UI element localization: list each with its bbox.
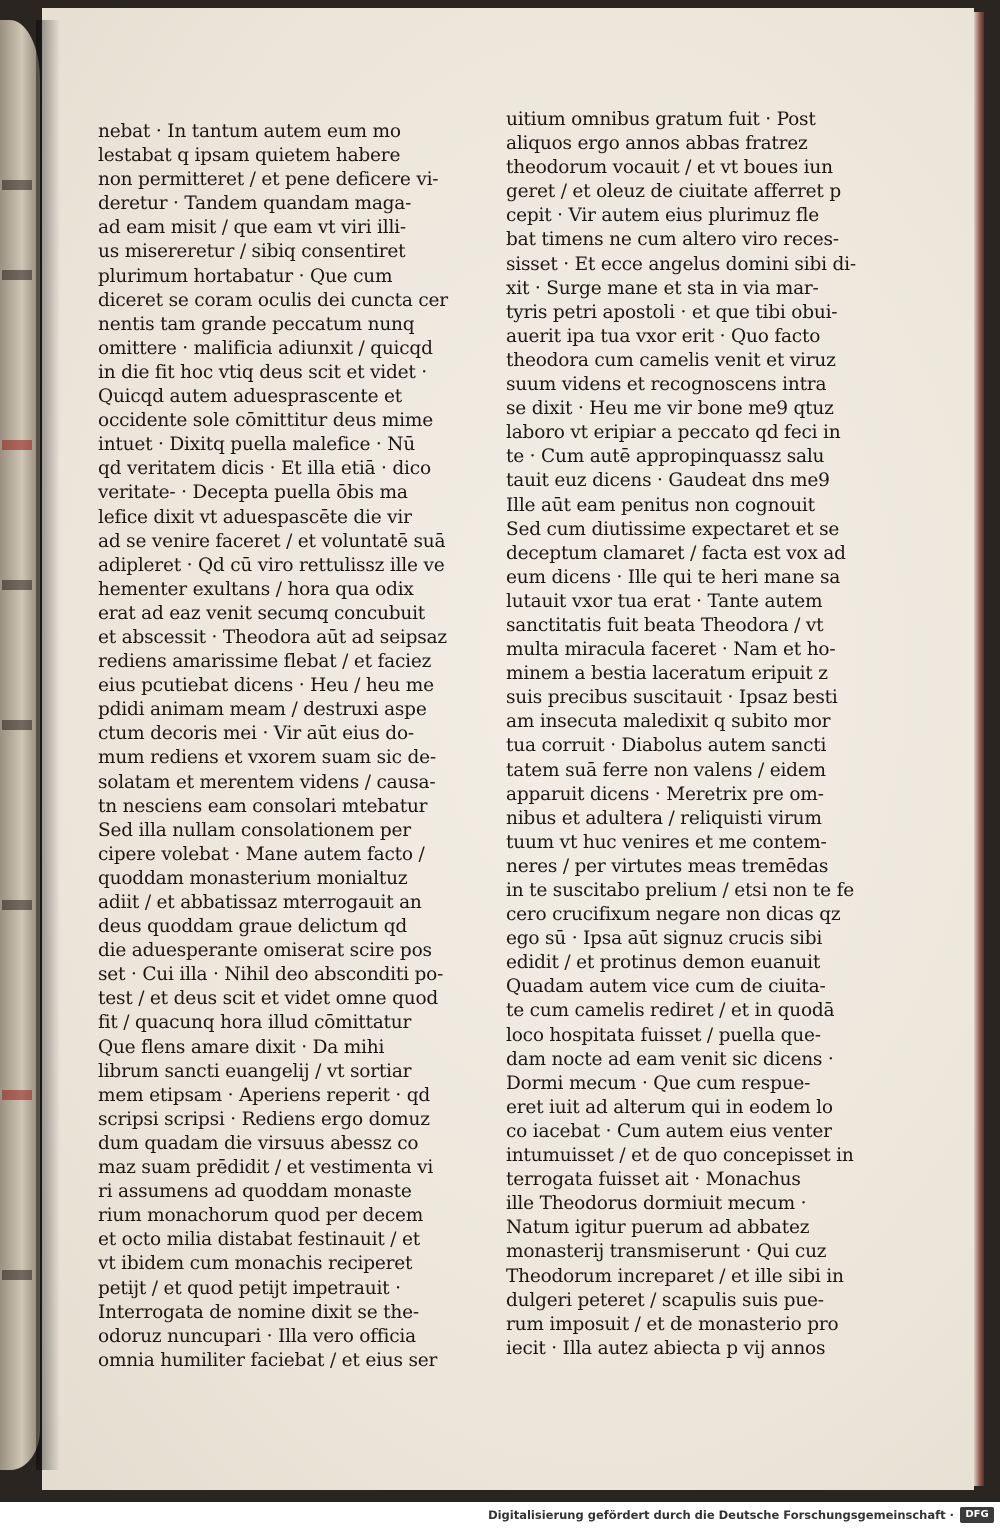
text-line: theodorum vocauit / et vt boues iun xyxy=(506,157,833,179)
text-line: odoruz nuncupari · Illa vero officia xyxy=(98,1325,416,1347)
text-line: cepit · Vir autem eius plurimuz fle xyxy=(506,205,819,227)
text-line: uitium omnibus gratum fuit · Post xyxy=(506,109,816,130)
text-line: monasterij transmiserunt · Qui cuz xyxy=(506,1241,827,1263)
text-line: deretur · Tandem quandam maga- xyxy=(98,193,412,215)
text-line: die aduesperante omiserat scire pos xyxy=(98,940,432,962)
text-line: deus quoddam graue delictum qd xyxy=(98,916,408,938)
text-line: diceret se coram oculis dei cuncta cer xyxy=(98,289,448,311)
text-line: nentis tam grande peccatum nunq xyxy=(98,313,415,335)
text-line: dum quadam die virsuus abessz co xyxy=(98,1132,419,1154)
text-line: dulgeri peteret / scapulis suis pue- xyxy=(506,1289,824,1311)
text-line: intuet · Dixitq puella malefice · Nū xyxy=(98,434,415,456)
text-line: Dormi mecum · Que cum respue- xyxy=(506,1072,811,1094)
text-line: edidit / et protinus demon euanuit xyxy=(506,952,821,974)
text-line: quoddam monasterium monialtuz xyxy=(98,867,408,889)
text-line: in die fit hoc vtiq deus scit et videt · xyxy=(98,361,427,383)
text-line: deceptum clamaret / facta est vox ad xyxy=(506,542,846,564)
text-line: in te suscitabo prelium / etsi non te fe xyxy=(506,880,854,901)
text-line: apparuit dicens · Meretrix pre om- xyxy=(506,783,824,805)
text-line: aliquos ergo annos abbas fratrez xyxy=(506,133,808,155)
text-line: nibus et adultera / reliquisti virum xyxy=(506,807,822,829)
text-line: rium monachorum quod per decem xyxy=(98,1205,424,1227)
text-line: scripsi scripsi · Rediens ergo domuz xyxy=(98,1108,430,1130)
text-line: petijt / et quod petijt impetrauit · xyxy=(98,1277,401,1299)
text-line: Ille aūt eam penitus non cognouit xyxy=(506,494,815,516)
text-line: tatem suā ferre non valens / eidem xyxy=(506,759,826,781)
text-line: ego sū · Ipsa aūt signuz crucis sibi xyxy=(506,928,823,950)
text-line: minem a bestia laceratum eripuit z xyxy=(506,663,828,685)
text-line: neres / per virtutes meas tremēdas xyxy=(506,855,829,877)
text-line: tua corruit · Diabolus autem sancti xyxy=(506,735,827,757)
text-line: dam nocte ad eam venit sic dicens · xyxy=(506,1048,834,1070)
text-line: et abscessit · Theodora aūt ad seipsaz xyxy=(98,626,447,648)
text-line: hementer exultans / hora qua odix xyxy=(98,578,414,600)
text-line: omittere · malificia adiunxit / quicqd xyxy=(98,337,433,359)
text-line: vt ibidem cum monachis reciperet xyxy=(98,1253,413,1275)
gutter-shadow xyxy=(36,20,60,1470)
text-line: Interrogata de nomine dixit se the- xyxy=(98,1301,419,1323)
text-line: ri assumens ad quoddam monaste xyxy=(98,1181,412,1203)
text-line: nebat · In tantum autem eum mo xyxy=(98,121,401,142)
text-line: se dixit · Heu me vir bone me9 qtuz xyxy=(506,398,834,420)
text-line: ad eam misit / que eam vt viri illi- xyxy=(98,217,406,239)
text-line: laboro vt eripiar a peccato qd feci in xyxy=(506,422,841,444)
text-line: Sed cum diutissime expectaret et se xyxy=(506,518,840,540)
text-line: eius pcutiebat dicens · Heu / heu me xyxy=(98,675,434,697)
text-line: sanctitatis fuit beata Theodora / vt xyxy=(506,614,824,636)
text-line: et octo milia distabat festinauit / et xyxy=(98,1229,420,1251)
text-line: suis precibus suscitauit · Ipsaz besti xyxy=(506,687,838,709)
text-line: tauit euz dicens · Gaudeat dns me9 xyxy=(506,470,830,492)
text-line: set · Cui illa · Nihil deo absconditi po- xyxy=(98,964,444,986)
text-line: Quadam autem vice cum de ciuita- xyxy=(506,976,826,998)
footer-bar xyxy=(0,1502,1000,1528)
text-line: veritate- · Decepta puella ōbis ma xyxy=(98,482,408,504)
text-line: ctum decoris mei · Vir aūt eius do- xyxy=(98,723,414,745)
text-line: lefice dixit vt aduespascēte die vir xyxy=(98,506,412,528)
text-line: loco hospitata fuisset / puella que- xyxy=(506,1024,821,1046)
text-line: lestabat q ipsam quietem habere xyxy=(98,145,401,167)
text-line: us misereretur / sibiq consentiret xyxy=(98,241,406,263)
text-column-left xyxy=(98,120,448,1373)
text-line: eret iuit ad alterum qui in eodem lo xyxy=(506,1096,833,1118)
text-line: lutauit vxor tua erat · Tante autem xyxy=(506,590,823,612)
text-line: qd veritatem dicis · Et illa etiā · dico xyxy=(98,458,431,480)
text-line: co iacebat · Cum autem eius venter xyxy=(506,1120,832,1142)
text-line: maz suam prēdidit / et vestimenta vi xyxy=(98,1157,434,1179)
text-line: intumuisset / et de quo concepisset in xyxy=(506,1145,854,1167)
text-line: erat ad eaz venit secumq concubuit xyxy=(98,602,426,624)
text-line: multa miracula faceret · Nam et ho- xyxy=(506,639,836,661)
text-line: test / et deus scit et videt omne quod xyxy=(98,988,439,1010)
text-line: omnia humiliter faciebat / et eius ser xyxy=(98,1349,438,1371)
page-fore-edge xyxy=(974,12,984,1486)
text-line: ad se venire faceret / et voluntatē suā xyxy=(98,530,446,552)
text-column-right xyxy=(506,108,856,1361)
text-line: suum videns et recognoscens intra xyxy=(506,374,827,396)
text-line: non permitteret / et pene deficere vi- xyxy=(98,169,439,191)
text-line: tuum vt huc venires et me contem- xyxy=(506,831,827,853)
text-line: plurimum hortabatur · Que cum xyxy=(98,265,393,287)
text-line: rediens amarissime flebat / et faciez xyxy=(98,651,432,673)
text-line: librum sancti euangelij / vt sortiar xyxy=(98,1060,412,1082)
text-line: mem etipsam · Aperiens reperit · qd xyxy=(98,1084,431,1106)
dfg-logo-icon: DFG xyxy=(960,1507,994,1523)
text-line: Natum igitur puerum ad abbatez xyxy=(506,1217,810,1239)
text-line: am insecuta maledixit q subito mor xyxy=(506,711,831,733)
text-line: xit · Surge mane et sta in via mar- xyxy=(506,277,819,299)
text-line: cero crucifixum negare non dicas qz xyxy=(506,904,841,926)
text-line: auerit ipa tua vxor erit · Quo facto xyxy=(506,325,821,347)
text-line: rum imposuit / et de monasterio pro xyxy=(506,1313,839,1335)
text-line: Theodorum increparet / et ille sibi in xyxy=(506,1265,844,1287)
text-line: pdidi animam meam / destruxi aspe xyxy=(98,699,427,721)
text-line: adiit / et abbatissaz mterrogauit an xyxy=(98,892,422,913)
footer-credit: Digitalisierung gefördert durch die Deutsche Forschungsgemeinschaft · xyxy=(488,1508,954,1522)
text-line: te cum camelis rediret / et in quodā xyxy=(506,1000,835,1022)
text-line: solatam et merentem videns / causa- xyxy=(98,771,436,793)
text-line: Sed illa nullam consolationem per xyxy=(98,819,411,841)
text-line: geret / et oleuz de ciuitate afferret p xyxy=(506,181,841,203)
text-line: te · Cum autē appropinquassz salu xyxy=(506,446,825,468)
text-line: tyris petri apostoli · et que tibi obui- xyxy=(506,301,838,323)
text-line: occidente sole cōmittitur deus mime xyxy=(98,410,433,432)
text-line: ille Theodorus dormiuit mecum · xyxy=(506,1193,807,1215)
text-line: cipere volebat · Mane autem facto / xyxy=(98,843,425,865)
facing-page-edge xyxy=(0,20,40,1470)
text-line: adipleret · Qd cū viro rettulissz ille ve xyxy=(98,554,445,576)
text-line: Quicqd autem aduesprascente et xyxy=(98,386,402,408)
text-line: sisset · Et ecce angelus domini sibi di- xyxy=(506,253,856,275)
text-line: mum rediens et vxorem suam sic de- xyxy=(98,747,436,769)
text-line: terrogata fuisset ait · Monachus xyxy=(506,1169,801,1191)
text-line: bat timens ne cum altero viro reces- xyxy=(506,229,839,251)
text-line: eum dicens · Ille qui te heri mane sa xyxy=(506,566,841,588)
text-line: theodora cum camelis venit et viruz xyxy=(506,349,836,371)
text-line: iecit · Illa autez abiecta p vij annos xyxy=(506,1337,826,1359)
text-line: fit / quacunq hora illud cōmittatur xyxy=(98,1012,412,1034)
text-line: tn nesciens eam consolari mtebatur xyxy=(98,795,428,817)
text-line: Que flens amare dixit · Da mihi xyxy=(98,1036,385,1058)
